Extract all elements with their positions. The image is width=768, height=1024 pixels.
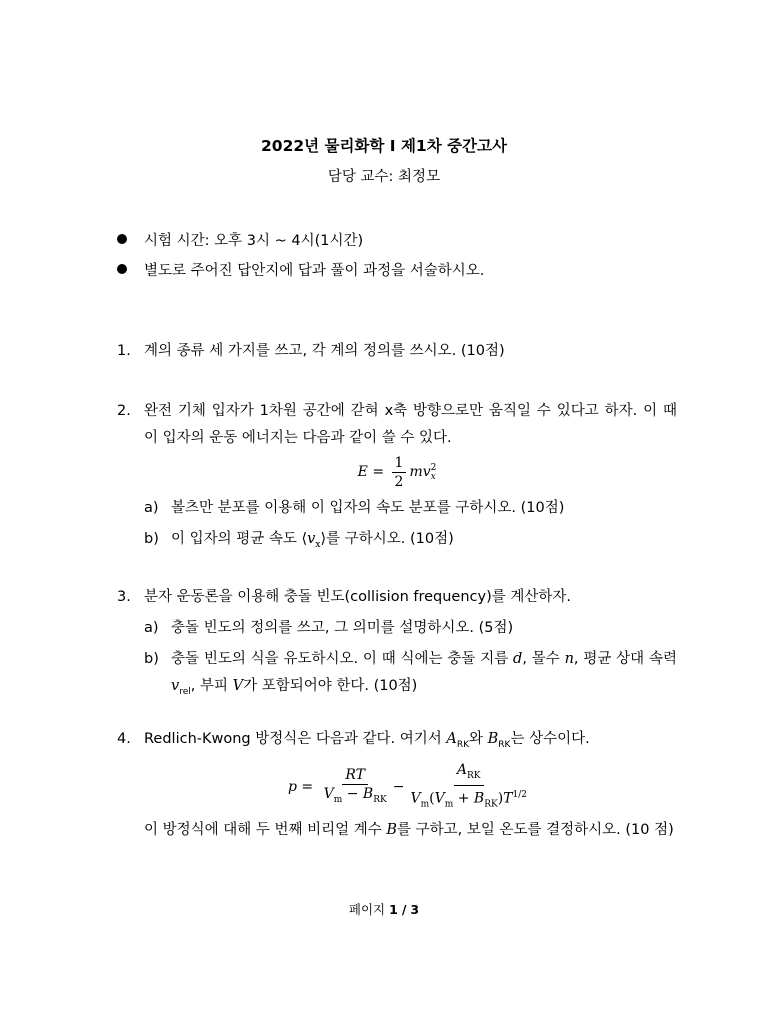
question-number: 3.: [117, 589, 131, 605]
question-number: 4.: [117, 731, 131, 747]
question-text: 이 방정식에 대해 두 번째 비리얼 계수: [144, 822, 382, 839]
mole-symbol: n: [564, 651, 574, 667]
question-text: 와: [469, 731, 484, 747]
exam-title: 2022년 물리화학 I 제1차 중간고사: [261, 137, 507, 155]
question-text: 를 구하고, 보일 온도를 결정하시오. (10 점): [397, 822, 674, 839]
subquestion-3a: [144, 615, 677, 642]
subquestion-label: a): [144, 500, 159, 516]
question-text: 계의 종류 세 가지를 쓰고, 각 계의 정의를 쓰시오. (10점): [144, 343, 505, 359]
subquestion-2a: [144, 495, 677, 522]
question-4: [117, 726, 677, 844]
bullet-icon: [117, 234, 127, 244]
instruction-item: [117, 224, 484, 254]
subquestion-text: , 몰수: [522, 651, 560, 667]
subquestion-text: 볼츠만 분포를 이용해 이 입자의 속도 분포를 구하시오. (10점): [171, 500, 565, 516]
question-text: 완전 기체 입자가 1차원 공간에 갇혀 x축 방향으로만 움직일 수 있다고 하자. 이 때 이 입자의 운동 에너지는 다음과 같이 쓸 수 있다.: [144, 403, 677, 446]
question-3: [117, 584, 677, 706]
a-rk-symbol: $A_{RK}$: [446, 731, 470, 750]
page-label: 페이지: [348, 902, 386, 917]
page-separator: /: [401, 902, 407, 917]
question-text: Redlich-Kwong 방정식은 다음과 같다. 여기서: [144, 731, 442, 747]
volume-symbol: V: [232, 678, 244, 694]
question-text: 는 상수이다.: [510, 731, 590, 747]
subquestion-3b: [144, 646, 677, 706]
kinetic-energy-formula: E = $\frac{1}{2}$ mv 2 x: [357, 455, 437, 490]
subquestion-text: 가 포함되어야 한다. (10점): [243, 678, 418, 694]
subquestion-text: , 평균 상대 속력: [573, 651, 677, 667]
subquestion-text: 이 입자의 평균 속도: [171, 531, 297, 547]
subquestion-label: a): [144, 620, 159, 636]
instruction-text: 별도로 주어진 답안지에 답과 풀이 과정을 서술하시오.: [144, 262, 485, 279]
subquestion-label: b): [144, 531, 159, 547]
subquestion-label: b): [144, 651, 159, 667]
instruction-text: 시험 시간: 오후 3시 ~ 4시(1시간): [144, 232, 364, 249]
redlich-kwong-formula: p = $\frac{RT}{V_m - B_{RK}}$ − $\frac{A_{RK}}{V_m(V_m + B_{RK})T^{1/2}}$: [288, 761, 527, 810]
question-1: [117, 338, 677, 365]
subquestion-text: 를 구하시오. (10점): [326, 531, 454, 547]
question-number: 2.: [117, 403, 131, 419]
b-rk-symbol: $B_{RK}$: [487, 731, 511, 750]
question-2: [117, 398, 677, 559]
instruction-item: [117, 254, 484, 284]
subquestion-text: 충돌 빈도의 식을 유도하시오. 이 때 식에는 충돌 지름: [171, 651, 509, 667]
question-number: 1.: [117, 343, 131, 359]
subquestion-2b: [144, 526, 677, 559]
relative-speed-symbol: $v_{rel}$: [171, 678, 191, 697]
page-footer: [0, 900, 768, 918]
professor-line: 담당 교수: 최정모: [327, 169, 441, 185]
subquestion-text: , 부피: [190, 678, 228, 694]
instruction-list: [117, 224, 484, 284]
total-pages: 3: [410, 902, 420, 917]
bullet-icon: [117, 264, 127, 274]
virial-coefficient-symbol: B: [386, 822, 398, 839]
current-page: 1: [389, 902, 398, 917]
question-text: 분자 운동론을 이용해 충돌 빈도(collision frequency)를 계산하자.: [144, 589, 572, 605]
subquestion-text: 충돌 빈도의 정의를 쓰고, 그 의미를 설명하시오. (5점): [171, 620, 514, 636]
diameter-symbol: d: [513, 651, 523, 667]
mean-velocity-symbol: $⟨v_x⟩$: [301, 531, 327, 550]
